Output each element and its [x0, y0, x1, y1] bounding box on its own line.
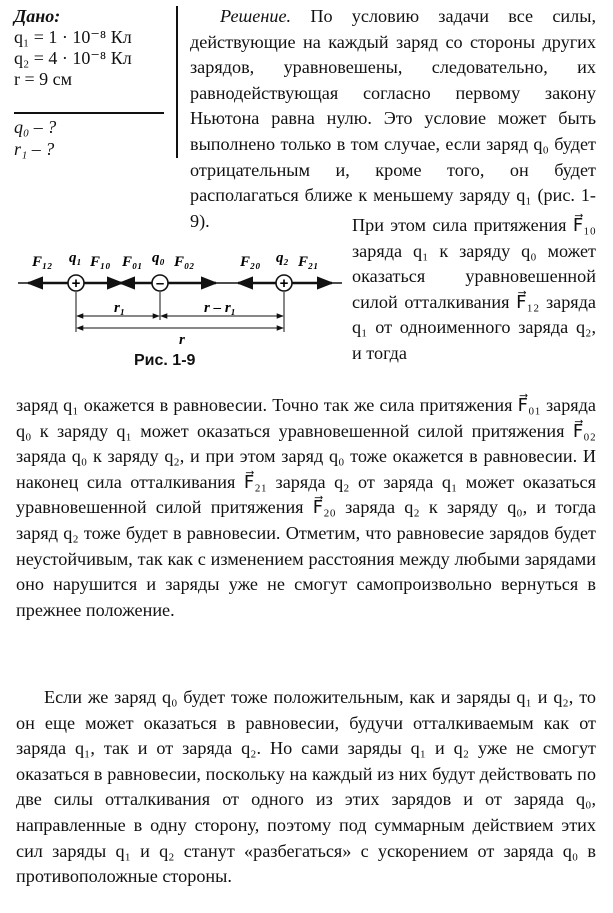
sign-q2: + — [279, 275, 289, 292]
label-F01: F₀₁ — [122, 254, 143, 270]
solution-text-1: По условию задачи все силы, действующие на каждый заряд со стороны других зарядов, уравновешены, следовательно, их равнодействующая согласно первому закону Ньютона равна нулю. Это условие может быть выполнено только в том случае, если заряд q₀ будет отрицательным и, кроме того, он будет располагаться ближе к меньшему заряду q₁ (рис. 1-9). — [190, 6, 597, 231]
label-F02: F₀₂ — [174, 254, 195, 270]
given-q2: q₂ = 4 · 10⁻⁸ Кл — [14, 48, 132, 68]
figure-1-9 — [14, 236, 346, 348]
given-divider-horizontal — [14, 112, 164, 114]
sign-q0: – — [155, 275, 165, 292]
solution-paragraph-3: заряд q₁ окажется в равновесии. Точно так же сила притяжения F⃗₀₁ заряда q₀ к заряду q₁ может оказаться уравновешенной силой притяжения F⃗₀₂ заряда q₀ к заряду q₂, и при этом заряд q₀ тоже окажется в равновесии. И наконец сила отталкивания F⃗₂₁ заряда q₂ от заряда q₁ может оказаться уравновешенной силой притяжения F⃗₂₀ заряда q₂ к заряду q₀, и тогда заряд q₂ тоже будет в равновесии. Отметим, что равновесие зарядов будет неустойчивым, так как с изменением расстояния между любыми зарядами оно нарушится и заряды уже не смогут самопроизвольно вернуться в прежнее положение. — [16, 395, 596, 620]
given-block — [14, 6, 174, 90]
solution-paragraph-1 — [190, 4, 596, 234]
label-q2: q₂ — [276, 250, 289, 266]
solution-text-4: Если же заряд q₀ будет тоже положительным, как и заряды q₁ и q₂, то он еще может оказаться в равновесии, будучи отталкиваемым как от заряда q₁, так и от заряда q₂. Но сами заряды q₁ и q₂ уже не смогут оказаться в равновесии, поскольку на каждый из них будут действовать по две силы отталкивания от одного из этих зарядов и от заряда q₀, направленные в одну сторону, поэтому под суммарным действием этих сил заряды q₁ и q₂ станут «разбегаться» с ускорением от заряда q₀ в противоположные стороны. — [16, 687, 596, 887]
label-r1: r₁ — [114, 300, 126, 316]
solution-title: Решение. — [220, 6, 292, 26]
solution-paragraph-2: При этом сила притяжения F⃗₁₀ заряда q₁ к заряду q₀ может оказаться уравновешенной силой отталкивания F⃗₁₂ заряда q₁ от одноименного заряда q₂, и тогда — [352, 215, 596, 363]
find-block — [14, 116, 56, 160]
label-F12: F₁₂ — [32, 254, 53, 270]
label-q0: q₀ — [152, 250, 165, 266]
label-F10: F₁₀ — [90, 254, 111, 270]
given-r: r = 9 см — [14, 69, 73, 89]
label-q1: q₁ — [69, 250, 82, 266]
label-r: r — [179, 332, 185, 348]
given-divider-vertical — [176, 6, 178, 158]
figure-caption: Рис. 1-9 — [134, 352, 196, 369]
label-r-minus-r1: r – r₁ — [204, 300, 236, 316]
label-F20: F₂₀ — [240, 254, 261, 270]
given-header: Дано: — [14, 6, 61, 26]
sign-q1: + — [71, 275, 81, 292]
solution-paragraph-4 — [16, 685, 596, 890]
find-r1: r₁ – ? — [14, 139, 55, 159]
find-q0: q₀ – ? — [14, 117, 57, 137]
label-F21: F₂₁ — [298, 254, 319, 270]
given-q1: q₁ = 1 · 10⁻⁸ Кл — [14, 27, 132, 47]
